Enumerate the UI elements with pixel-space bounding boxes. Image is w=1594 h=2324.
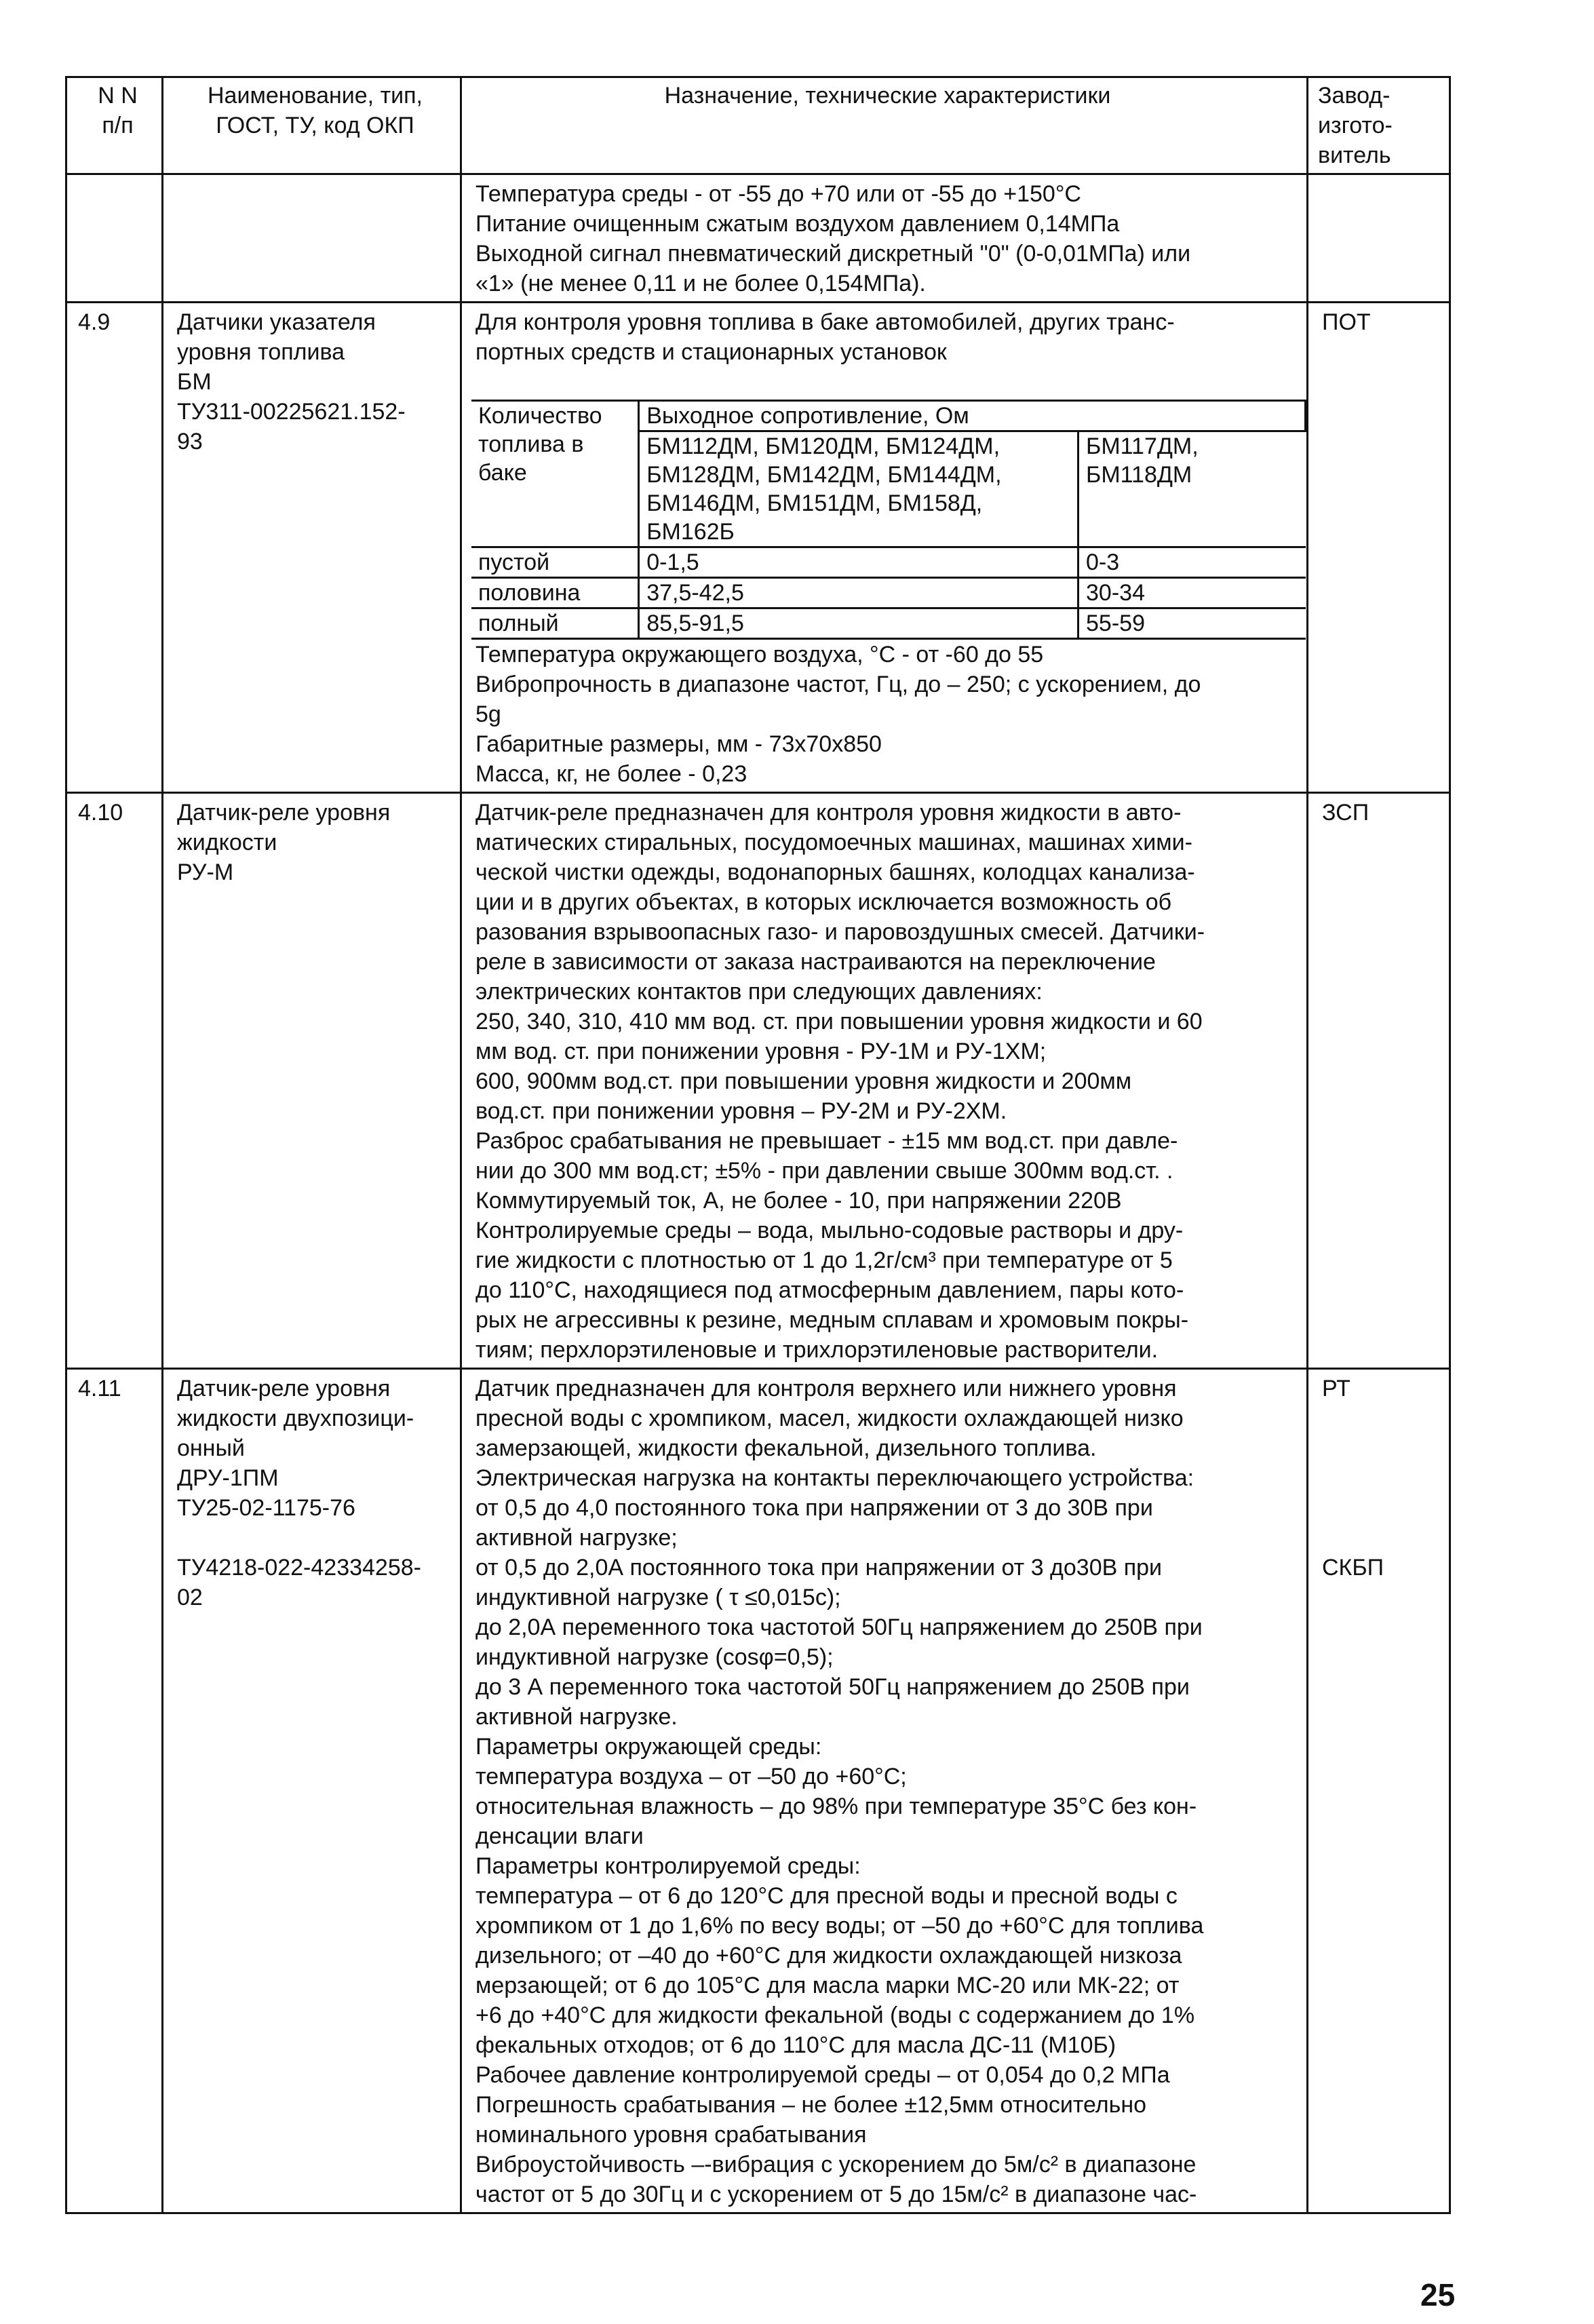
header-num: N N п/п [66,77,163,174]
row-name: Датчик-реле уровня жидкости двухпозици- онный ДРУ-1ПМ ТУ25-02-1175-76 ТУ4218-022-42334258- 02 [163,1369,461,2213]
table-row-4-11 [66,1369,1450,2213]
page-number: 25 [1420,2277,1456,2312]
row-number: 4.9 [66,303,163,793]
header-name: Наименование, тип, ГОСТ, ТУ, код ОКП [163,77,461,174]
row-maker: РТ СКБП [1308,1369,1450,2213]
header-purpose: Назначение, технические характеристики [461,77,1308,174]
document-page [65,76,1449,2214]
resistance-group-header: Выходное сопротивление, Ом [639,401,1306,431]
row-description: Для контроля уровня топлива в баке автомобилей, других транс- портных средств и стационарных установок Количество топлива в баке Выходное сопротивление, Ом БМ112ДМ, БМ120ДМ, БМ124ДМ, БМ128ДМ, БМ142ДМ, БМ144ДМ, БМ146ДМ, БМ151ДМ, БМ158Д, БМ162Б БМ117ДМ, БМ118ДМ пустой 0-1,5 0-3 половина 37,5-42,5 30-34 полный 85,5-91,5 55-59 Температура окружающего воздуха, °С - от -60 до 55 Вибропрочность в диапазоне частот, Гц, до – 250; с ускорением, до 5g Габаритные размеры, мм - 73x70x850 Масса, кг, не более - 0,23 [461,303,1308,793]
table-row: половина 37,5-42,5 30-34 [471,578,1306,608]
row-number: 4.11 [66,1369,163,2213]
table-row-4-9 [66,303,1450,793]
table-row: пустой 0-1,5 0-3 [471,547,1306,578]
sensor-models-a: БМ112ДМ, БМ120ДМ, БМ124ДМ, БМ128ДМ, БМ142ДМ, БМ144ДМ, БМ146ДМ, БМ151ДМ, БМ158Д, БМ162Б [639,431,1078,547]
table-row-continuation [66,174,1450,303]
continuation-text: Температура среды - от -55 до +70 или от -55 до +150°С Питание очищенным сжатым воздухом давлением 0,14МПа Выходной сигнал пневматический дискретный "0" (0-0,01МПа) или «1» (не менее 0,11 и не более 0,154МПа). [461,174,1308,303]
row-description: Датчик-реле предназначен для контроля уровня жидкости в авто- матических стиральных, посудомоечных машинах, машинах хими- ческой чистки одежды, водонапорных башнях, колодцах канализа- ции и в других объектах, в которых исключается возможность об разования взрывоопасных газо- и паровоздушных смесей. Датчики- реле в зависимости от заказа настраиваются на переключение электрических контактов при следующих давлениях: 250, 340, 310, 410 мм вод. ст. при повышении уровня жидкости и 60 мм вод. ст. при понижении уровня - РУ-1М и РУ-1ХМ; 600, 900мм вод.ст. при повышении уровня жидкости и 200мм вод.ст. при понижении уровня – РУ-2М и РУ-2ХМ. Разброс срабатывания не превышает - ±15 мм вод.ст. при давле- нии до 300 мм вод.ст; ±5% - при давлении свыше 300мм вод.ст. . Коммутируемый ток, А, не более - 10, при напряжении 220В Контролируемые среды – вода, мыльно-содовые растворы и дру- гие жидкости с плотностью от 1 до 1,2г/см³ при температуре от 5 до 110°С, находящиеся под атмосферным давлением, пары кото- рых не агрессивны к резине, медным сплавам и хромовым покры- тиям; перхлорэтиленовые и трихлорэтиленовые растворители. [461,793,1308,1369]
table-row: полный 85,5-91,5 55-59 [471,608,1306,639]
row-number: 4.10 [66,793,163,1369]
header-maker: Завод- изгото- витель [1308,77,1450,174]
characteristics-table [65,76,1451,2214]
row-maker: ПОТ [1308,303,1450,793]
row-name: Датчики указателя уровня топлива БМ ТУ311-00225621.152- 93 [163,303,461,793]
resistance-table [471,400,1306,640]
table-header-row [66,77,1450,174]
fuel-qty-header: Количество топлива в баке [471,401,639,547]
sensor-models-b: БМ117ДМ, БМ118ДМ [1078,431,1306,547]
row-description: Датчик предназначен для контроля верхнего или нижнего уровня пресной воды с хромпиком, масел, жидкости охлаждающей низко замерзающей, жидкости фекальной, дизельного топлива. Электрическая нагрузка на контакты переключающего устройства: от 0,5 до 4,0 постоянного тока при напряжении от 3 до 30В при активной нагрузке; от 0,5 до 2,0А постоянного тока при напряжении от 3 до30В при индуктивной нагрузке ( τ ≤0,015с); до 2,0А переменного тока частотой 50Гц напряжением до 250В при индуктивной нагрузке (cosφ=0,5); до 3 А переменного тока частотой 50Гц напряжением до 250В при активной нагрузке. Параметры окружающей среды: температура воздуха – от –50 до +60°С; относительная влажность – до 98% при температуре 35°С без кон- денсации влаги Параметры контролируемой среды: температура – от 6 до 120°С для пресной воды и пресной воды с хромпиком от 1 до 1,6% по весу воды; от –50 до +60°С для топлива дизельного; от –40 до +60°С для жидкости охлаждающей низкоза мерзающей; от 6 до 105°С для масла марки МС-20 или МК-22; от +6 до +40°С для жидкости фекальной (воды с содержанием до 1% фекальных отходов; от 6 до 110°С для масла ДС-11 (М10Б) Рабочее давление контролируемой среды – от 0,054 до 0,2 МПа Погрешность срабатывания – не более ±12,5мм относительно номинального уровня срабатывания Виброустойчивость –-вибрация с ускорением до 5м/с² в диапазоне частот от 5 до 30Гц и с ускорением от 5 до 15м/с² в диапазоне час- [461,1369,1308,2213]
resistance-table-header [471,401,1306,431]
table-row-4-10 [66,793,1450,1369]
row-name: Датчик-реле уровня жидкости РУ-М [163,793,461,1369]
row-maker: ЗСП [1308,793,1450,1369]
